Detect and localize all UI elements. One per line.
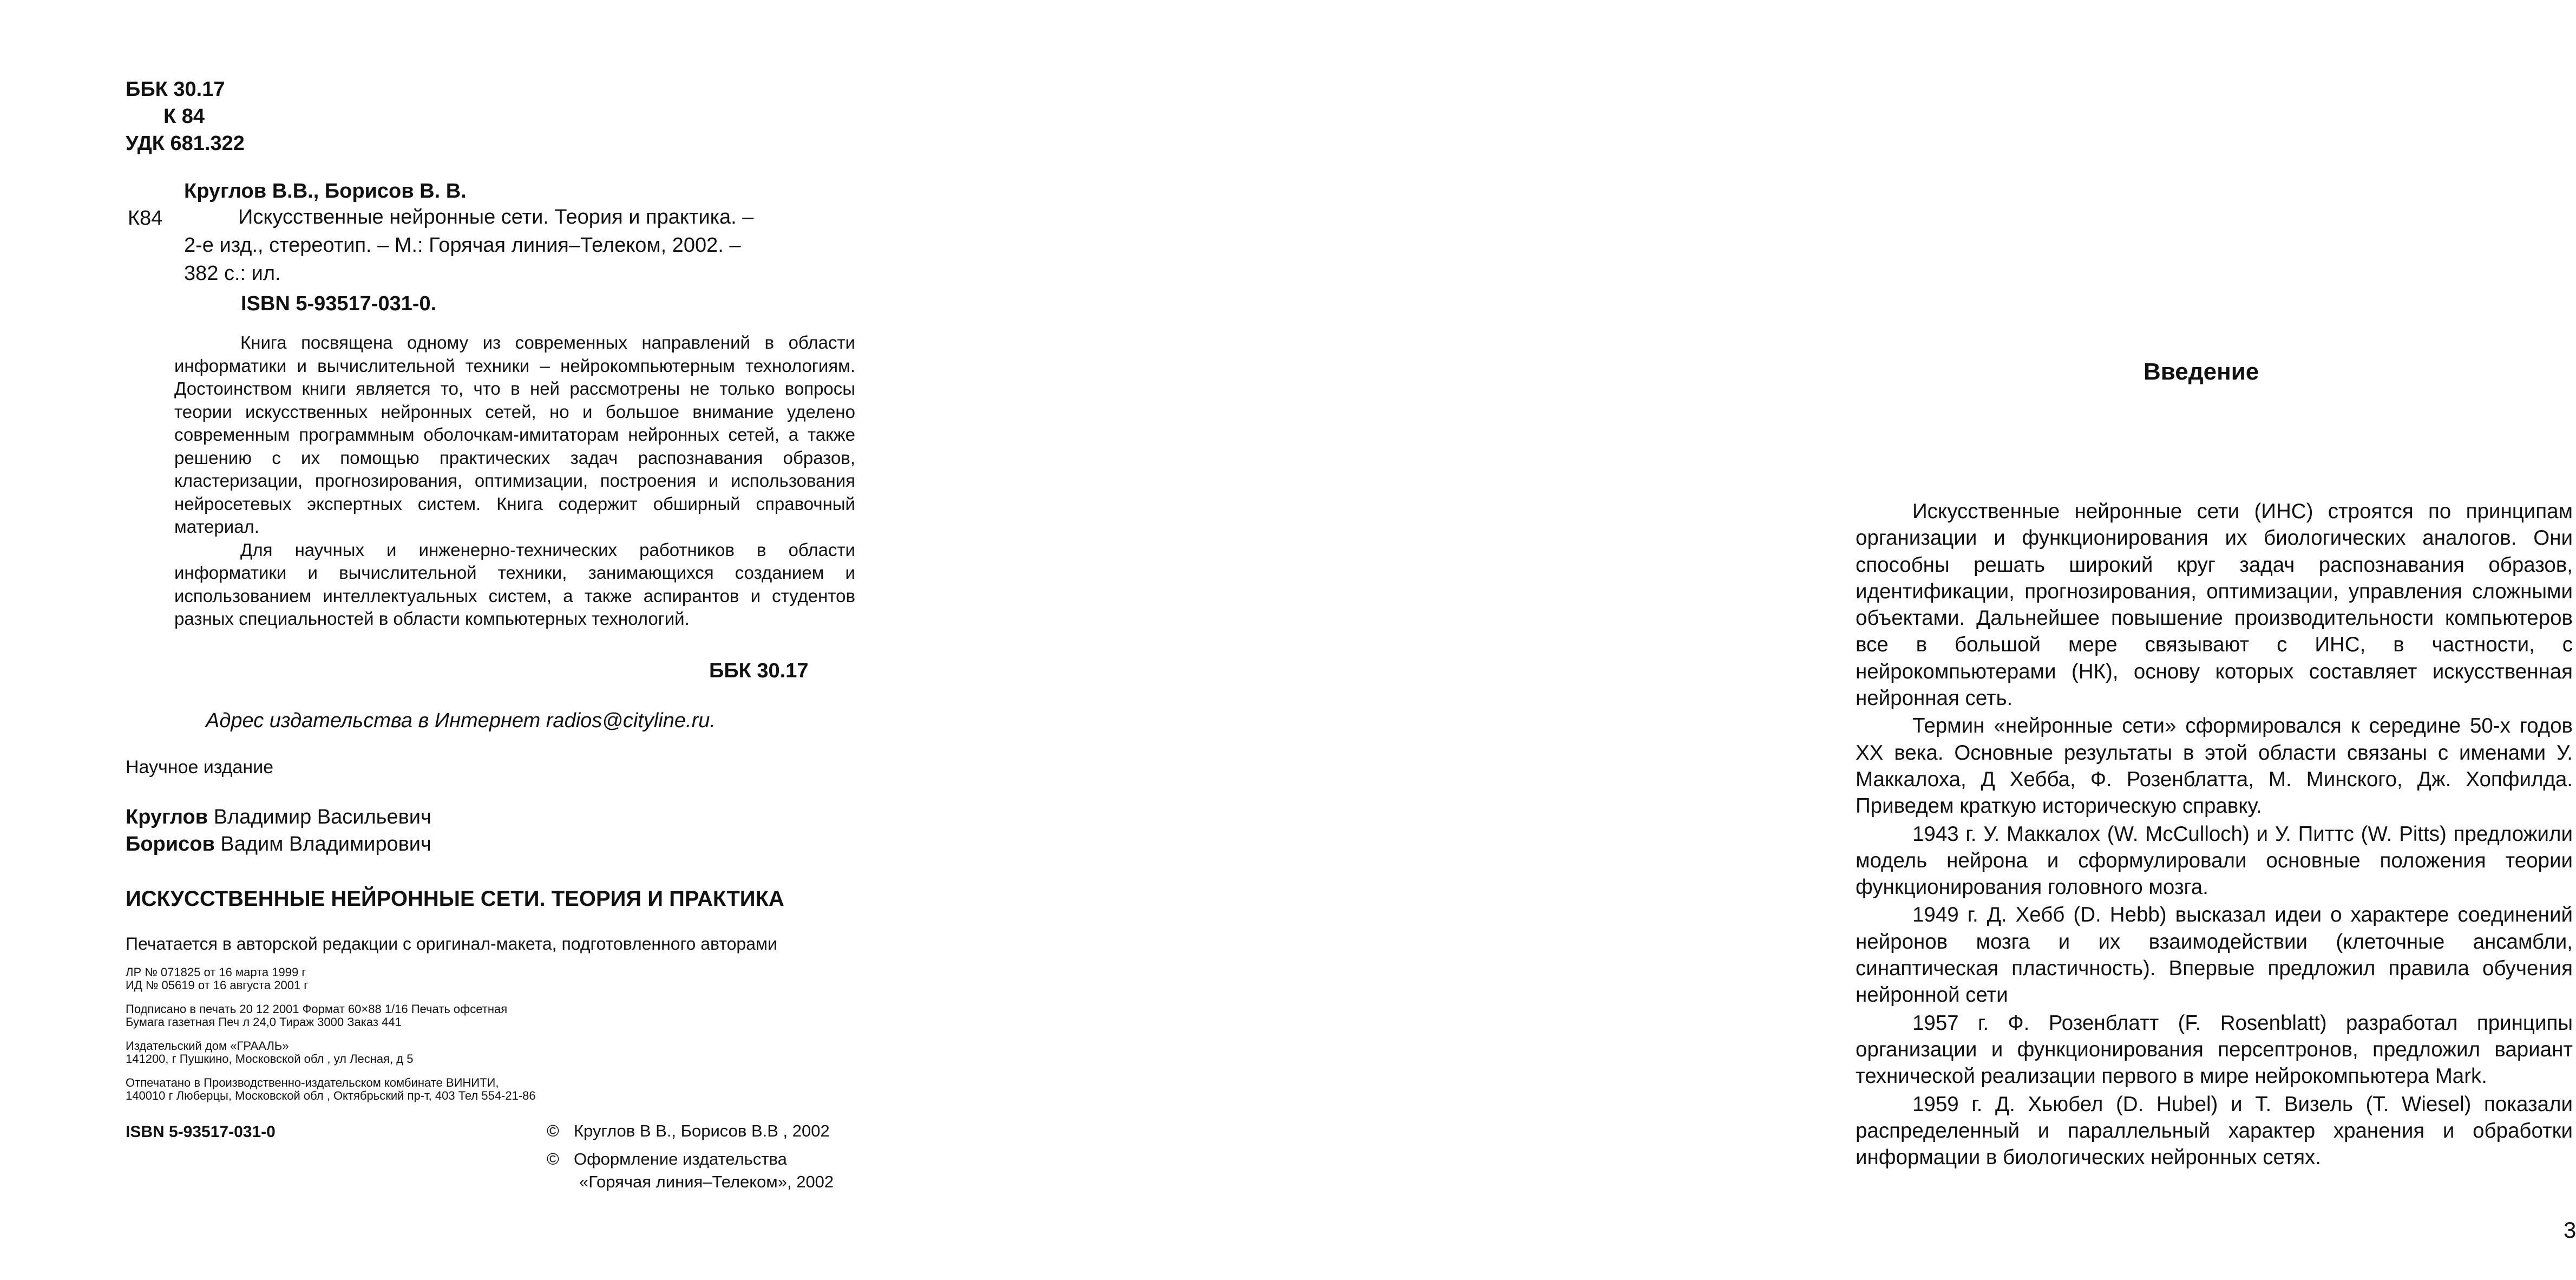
chapter-title: Введение xyxy=(2144,358,2259,385)
author-given-names: Вадим Владимирович xyxy=(214,833,431,855)
license-line: ЛР № 071825 от 16 марта 1999 г xyxy=(126,965,306,979)
right-page xyxy=(886,0,2576,1280)
body-paragraph: 1957 г. Ф. Розенблатт (F. Rosenblatt) разработал принципы организации и функционирования персептронов, предложил вариант технической реализации первого в мире нейрокомпьютера Mark. xyxy=(1856,1011,2573,1088)
book-title: ИСКУССТВЕННЫЕ НЕЙРОННЫЕ СЕТИ. ТЕОРИЯ И ПРАКТИКА xyxy=(126,887,784,911)
left-page xyxy=(0,0,886,1280)
author-surname: Круглов xyxy=(126,806,208,828)
udk-code: УДК 681.322 xyxy=(126,132,245,155)
bib-line: 382 с.: ил. xyxy=(184,262,281,285)
print-specs xyxy=(126,1003,507,1029)
print-spec-line: Подписано в печать 20 12 2001 Формат 60×88 1/16 Печать офсетная xyxy=(126,1002,508,1016)
isbn: ISBN 5-93517-031-0. xyxy=(241,292,437,315)
copyright-authors xyxy=(547,1120,861,1142)
printing-note: Печатается в авторской редакции с оригинал-макета, подготовленного авторами xyxy=(126,934,777,954)
classification-codes xyxy=(126,76,245,157)
printer-line: Отпечатано в Производственно-издательском комбинате ВИНИТИ, xyxy=(126,1076,499,1089)
license-info xyxy=(126,966,308,992)
printer-line: 140010 г Люберцы, Московской обл , Октябрьский пр-т, 403 Тел 554-21-86 xyxy=(126,1089,536,1102)
copyright-text: Круглов В В., Борисов В.В , 2002 xyxy=(574,1121,830,1140)
publisher-line: 141200, г Пушкино, Московской обл , ул Лесная, д 5 xyxy=(126,1052,414,1066)
body-paragraph: Термин «нейронные сети» сформировался к середине 50-х годов XX века. Основные результаты в этой области связаны с именами У. Маккалоха, Д Хебба, Ф. Розенблатта, М. Минского, Дж. Хопфилда. Приведем краткую историческую справку. xyxy=(1856,714,2573,818)
copyright-text: Оформление издательства xyxy=(574,1150,787,1168)
body-paragraph: 1949 г. Д. Хебб (D. Hebb) высказал идеи о характере соединений нейронов мозга и их взаимодействии (клеточные ансамбли, синаптическая пластичность). Впервые предложил правила обучения нейронной сети xyxy=(1856,903,2573,1007)
isbn-bottom: ISBN 5-93517-031-0 xyxy=(126,1123,276,1141)
bibliographic-record xyxy=(184,203,855,288)
print-spec-line: Бумага газетная Печ л 24,0 Тираж 3000 Заказ 441 xyxy=(126,1015,402,1029)
edition-type: Научное издание xyxy=(126,757,274,778)
bbk-index: ББК 30.17 xyxy=(709,659,809,682)
publisher-line: Издательский дом «ГРААЛЬ» xyxy=(126,1039,289,1053)
authors-line: Круглов В.В., Борисов В. В. xyxy=(184,180,467,203)
annotation xyxy=(174,331,855,631)
copyright-text: «Горячая линия–Телеком», 2002 xyxy=(579,1172,834,1191)
author-surname: Борисов xyxy=(126,833,215,855)
bib-line: Искусственные нейронные сети. Теория и практика. – xyxy=(238,206,754,228)
body-paragraph: 1943 г. У. Маккалох (W. McCulloch) и У. Питтс (W. Pitts) предложили модель нейрона и сформулировали основные положения теории функционирования головного мозга. xyxy=(1856,822,2573,899)
annotation-paragraph: Для научных и инженерно-технических работников в области информатики и вычислительной техники, занимающихся созданием и использованием интеллектуальных систем, а также аспирантов и студентов разных специальностей в области компьютерных технологий. xyxy=(174,539,855,629)
author-mark: К 84 xyxy=(163,105,205,128)
author-given-names: Владимир Васильевич xyxy=(208,806,431,828)
printer-info xyxy=(126,1076,536,1102)
body-paragraph: Искусственные нейронные сети (ИНС) строятся по принципам организации и функционирования их биологических аналогов. Они способны решать широкий круг задач распознавания образов, идентификации, прогнозирования, оптимизации, управления сложными объектами. Дальнейшее повышение производительности компьютеров все в большой мере связывают с ИНС, в частности, с нейрокомпьютерами (НК), основу которых составляет искусственная нейронная сеть. xyxy=(1856,500,2573,710)
shelf-mark: К84 xyxy=(128,207,163,230)
annotation-paragraph: Книга посвящена одному из современных направлений в области информатики и вычислительной техники – нейрокомпьютерным технологиям. Достоинством книги является то, что в ней рассмотрены не только вопросы теории искусственных нейронных сетей, но и большое внимание уделено современным программным оболочкам-имитаторам нейронных сетей, а также решению с их помощью практических задач распознавания образов, кластеризации, прогнозирования, оптимизации, построения и использования нейросетевых экспертных систем. Книга содержит обширный справочный материал. xyxy=(174,332,855,537)
copyright-publisher xyxy=(547,1148,861,1193)
publisher-info xyxy=(126,1040,414,1066)
bbk-code: ББК 30.17 xyxy=(126,78,225,101)
body-paragraph: 1959 г. Д. Хьюбел (D. Hubel) и Т. Визель (T. Wiesel) показали распределенный и параллельный характер хранения и обработки информации в биологических нейронных сетях. xyxy=(1856,1092,2573,1170)
copyright-icon: © xyxy=(547,1121,559,1140)
author-full-name xyxy=(126,806,431,829)
bib-line: 2-е изд., стереотип. – М.: Горячая линия–Телеком, 2002. – xyxy=(184,234,741,257)
author-full-name xyxy=(126,833,431,856)
intro-body xyxy=(1856,498,2573,1171)
publisher-address: Адрес издательства в Интернет radios@cityline.ru. xyxy=(206,709,716,732)
license-line: ИД № 05619 от 16 августа 2001 г xyxy=(126,978,309,992)
page-number: 3 xyxy=(2564,1217,2576,1243)
copyright-icon: © xyxy=(547,1150,559,1168)
